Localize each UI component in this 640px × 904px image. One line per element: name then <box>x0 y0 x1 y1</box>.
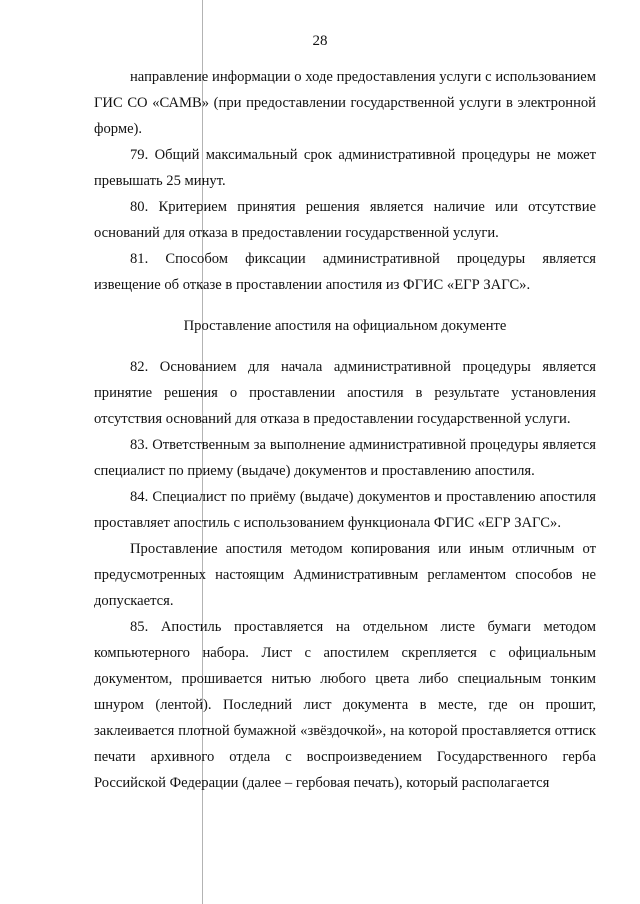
paragraph-84-note: Проставление апостиля методом копирования или иным отличным от предусмотренных настоящим Административным регламентом способов не допускается. <box>94 541 596 609</box>
paragraph-85: 85. Апостиль проставляется на отдельном листе бумаги методом компьютерного набора. Лист с апостилем скрепляется с официальным документом, прошивается нитью любого цвета либо специальным тонким шнуром (лентой). Последний лист документа в месте, где он прошит, заклеивается плотной бумажной «звёздочкой», на которой проставляется оттиск печати архивного отдела с воспроизведением Государственного герба Российской Федерации (далее – гербовая печать), который располагается <box>94 619 596 791</box>
section-heading: Проставление апостиля на официальном документе <box>183 318 507 334</box>
paragraph-80: 80. Критерием принятия решения является наличие или отсутствие оснований для отказа в предоставлении государственной услуги. <box>94 199 596 241</box>
paragraph-81: 81. Способом фиксации административной процедуры является извещение об отказе в проставлении апостиля из ФГИС «ЕГР ЗАГС». <box>94 251 596 293</box>
paragraph-84: 84. Специалист по приёму (выдаче) документов и проставлению апостиля проставляет апостиль с использованием функционала ФГИС «ЕГР ЗАГС». <box>94 489 596 531</box>
page-number: 28 <box>312 33 328 49</box>
paragraph-79: 79. Общий максимальный срок административной процедуры не может превышать 25 минут. <box>94 147 596 189</box>
document-body <box>94 64 596 796</box>
paragraph-83: 83. Ответственным за выполнение административной процедуры является специалист по приему (выдаче) документов и проставлению апостиля. <box>94 437 596 479</box>
paragraph-82: 82. Основанием для начала административной процедуры является принятие решения о проставлении апостиля в результате установления отсутствия оснований для отказа в предоставлении государственной услуги. <box>94 359 596 427</box>
paragraph-continuation: направление информации о ходе предоставления услуги с использованием ГИС СО «САМВ» (при предоставлении государственной услуги в электронной форме). <box>94 69 596 137</box>
